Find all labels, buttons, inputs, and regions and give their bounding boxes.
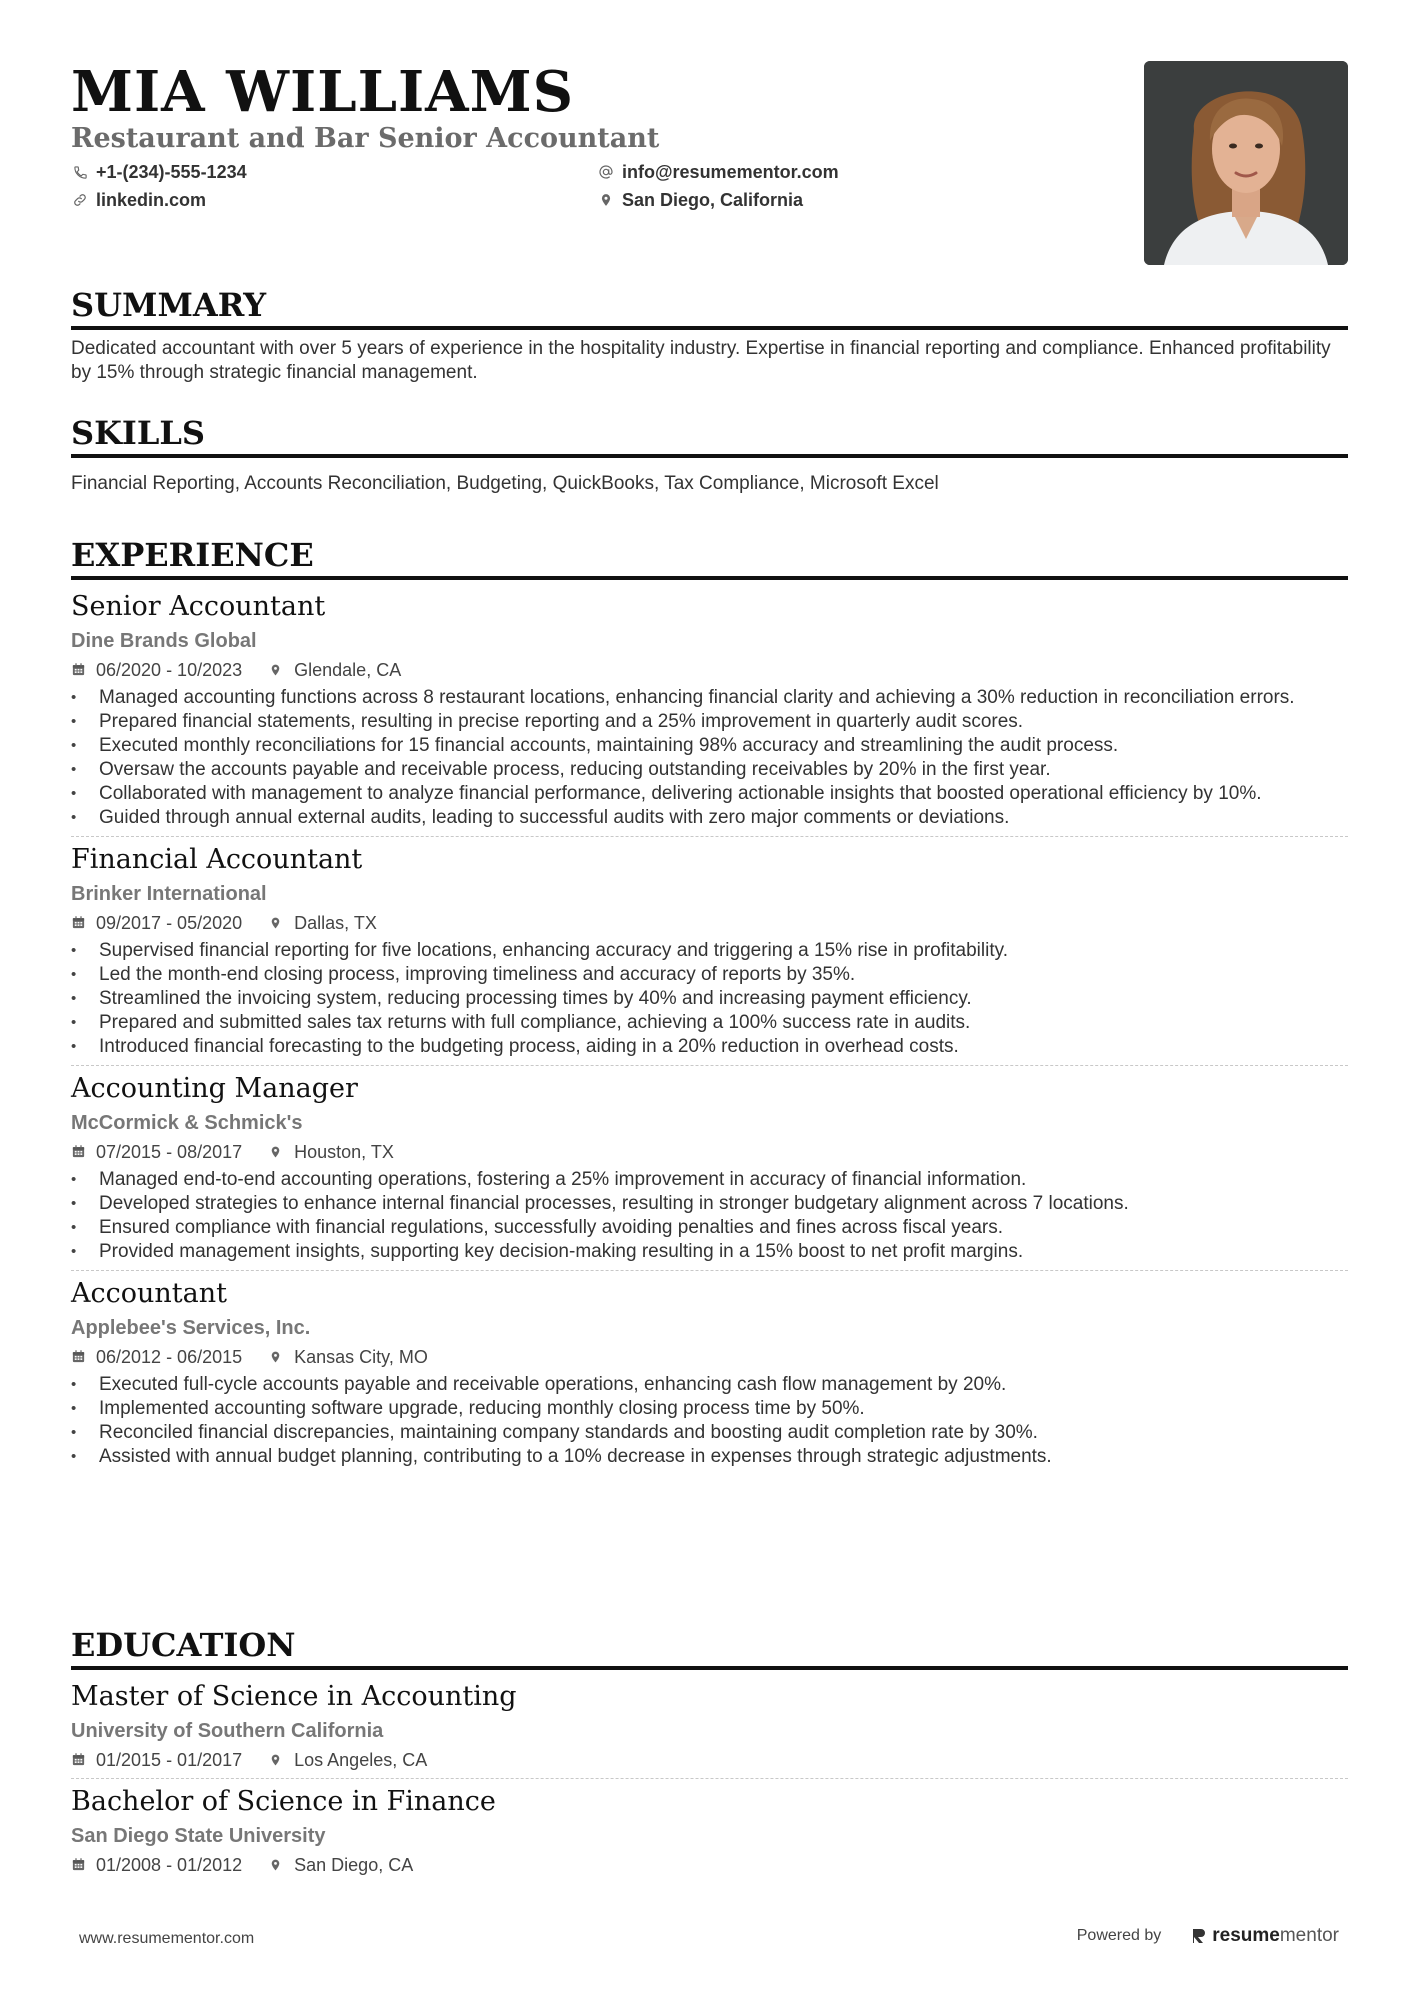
bullet-item: • Executed full-cycle accounts payable and receivable operations, enhancing cash flow management by 20%. [71,1373,1348,1397]
phone-icon [71,163,89,181]
skills-section [71,414,1348,496]
entry-location: Kansas City, MO [294,1347,428,1367]
entry-divider [71,1270,1348,1271]
entry-location: Los Angeles, CA [294,1750,428,1770]
entry-meta [71,1853,1348,1877]
job-title: Accounting Manager [71,1073,358,1104]
entry-location: Dallas, TX [294,913,377,933]
bullet-item: • Guided through annual external audits, leading to successful audits with zero major comments or deviations. [71,806,1348,830]
bullet-item: • Oversaw the accounts payable and receivable process, reducing outstanding receivables by 20% in the first year. [71,758,1348,782]
footer-branding [1077,1925,1339,1947]
job-bullets [71,939,1348,1059]
entry-dates: 09/2017 - 05/2020 [96,913,243,933]
job-title: Senior Accountant [71,591,326,622]
map-pin-icon [269,1857,285,1873]
bullet-item: • Developed strategies to enhance internal financial processes, resulting in stronger budgetary alignment across 7 locations. [71,1192,1348,1216]
entry-location: San Diego, CA [294,1855,414,1875]
at-icon [597,163,615,181]
contact-linkedin[interactable] [71,188,597,212]
job-entry [71,1072,1348,1271]
degree-title: Bachelor of Science in Finance [71,1786,496,1817]
bullet-item: • Introduced financial forecasting to the budgeting process, aiding in a 20% reduction in overhead costs. [71,1035,1348,1059]
school-name: San Diego State University [71,1825,326,1847]
map-pin-icon [597,191,615,209]
entry-dates: 06/2020 - 10/2023 [96,660,243,680]
entry-dates: 06/2012 - 06/2015 [96,1347,243,1367]
bullet-item: • Streamlined the invoicing system, reducing processing times by 40% and increasing payment efficiency. [71,987,1348,1011]
powered-by-label: Powered by [1076,1927,1162,1944]
contact-linkedin-text: linkedin.com [96,190,207,210]
brand-logo[interactable] [1191,1925,1339,1947]
entry-meta [71,1748,1348,1772]
entry-dates: 07/2015 - 08/2017 [96,1142,243,1162]
map-pin-icon [269,1752,285,1768]
calendar-icon [71,915,87,931]
calendar-icon [71,662,87,678]
job-entry [71,1277,1348,1469]
company-name: Dine Brands Global [71,630,257,652]
candidate-name: MIA WILLIAMS [71,59,575,125]
bullet-item: • Supervised financial reporting for five locations, enhancing accuracy and triggering a 15% rise in profitability. [71,939,1348,963]
entry-divider [71,836,1348,837]
resume-page [71,59,1348,1875]
calendar-icon [71,1144,87,1160]
bullet-item: • Prepared financial statements, resulting in precise reporting and a 25% improvement in quarterly audit scores. [71,710,1348,734]
map-pin-icon [269,915,285,931]
candidate-role: Restaurant and Bar Senior Accountant [71,123,660,154]
experience-title: EXPERIENCE [71,536,1348,580]
brand-mark-icon [1191,1927,1207,1945]
entry-divider [71,1065,1348,1066]
job-list [71,590,1348,1469]
job-bullets [71,686,1348,830]
job-bullets [71,1168,1348,1264]
contact-email-text: info@resumementor.com [622,162,839,182]
entry-location: Houston, TX [294,1142,394,1162]
calendar-icon [71,1857,87,1873]
bullet-item: • Prepared and submitted sales tax returns with full compliance, achieving a 100% success rate in audits. [71,1011,1348,1035]
entry-dates: 01/2015 - 01/2017 [96,1750,243,1770]
contact-location [597,188,997,212]
job-entry [71,843,1348,1066]
brand-part2: mentor [1279,1925,1339,1946]
map-pin-icon [269,1349,285,1365]
job-bullets [71,1373,1348,1469]
contact-location-text: San Diego, California [622,190,804,210]
brand-part1: resume [1212,1925,1280,1946]
education-entry [71,1680,1348,1779]
header [71,60,1348,240]
company-name: Applebee's Services, Inc. [71,1317,311,1339]
school-name: University of Southern California [71,1720,384,1742]
bullet-item: • Ensured compliance with financial regulations, successfully avoiding penalties and fines across fiscal years. [71,1216,1348,1240]
degree-title: Master of Science in Accounting [71,1681,517,1712]
link-icon [71,191,89,209]
profile-photo [1144,61,1348,265]
bullet-item: • Assisted with annual budget planning, contributing to a 10% decrease in expenses through strategic adjustments. [71,1445,1348,1469]
job-title: Financial Accountant [71,844,363,875]
education-list [71,1680,1348,1877]
company-name: Brinker International [71,883,267,905]
entry-divider [71,1778,1348,1779]
calendar-icon [71,1349,87,1365]
entry-meta [71,911,1348,935]
entry-meta [71,658,1348,682]
bullet-item: • Executed monthly reconciliations for 15 financial accounts, maintaining 98% accuracy and streamlining the audit process. [71,734,1348,758]
experience-section [71,536,1348,1469]
summary-block [71,286,1348,385]
bullet-item: • Reconciled financial discrepancies, maintaining company standards and boosting audit completion rate by 30%. [71,1421,1348,1445]
bullet-item: • Managed accounting functions across 8 restaurant locations, enhancing financial clarity and achieving a 30% reduction in reconciliation errors. [71,686,1348,710]
education-title: EDUCATION [71,1626,1348,1670]
contact-email[interactable] [597,160,997,184]
bullet-item: • Led the month-end closing process, improving timeliness and accuracy of reports by 35%. [71,963,1348,987]
skills-title: SKILLS [71,414,1348,458]
education-section [71,1626,1348,1877]
education-entry [71,1785,1348,1877]
entry-location: Glendale, CA [294,660,402,680]
contact-phone[interactable] [71,160,597,184]
entry-meta [71,1140,1348,1164]
bullet-item: • Collaborated with management to analyze financial performance, delivering actionable insights that boosted operational efficiency by 10%. [71,782,1348,806]
bullet-item: • Managed end-to-end accounting operations, fostering a 25% improvement in accuracy of financial information. [71,1168,1348,1192]
skills-text: Financial Reporting, Accounts Reconciliation, Budgeting, QuickBooks, Tax Compliance, Microsoft Excel [71,473,939,494]
entry-dates: 01/2008 - 01/2012 [96,1855,243,1875]
summary-title: SUMMARY [71,286,1348,330]
contact-phone-text: +1-(234)-555-1234 [96,162,247,182]
company-name: McCormick & Schmick's [71,1112,303,1134]
entry-meta [71,1345,1348,1369]
footer-website[interactable]: www.resumementor.com [79,1930,255,1947]
summary-text: Dedicated accountant with over 5 years of experience in the hospitality industry. Expertise in financial reporting and compliance. Enhanced profitability by 15% through strategic financial management. [71,338,1331,383]
bullet-item: • Provided management insights, supporting key decision-making resulting in a 15% boost to net profit margins. [71,1240,1348,1264]
bullet-item: • Implemented accounting software upgrade, reducing monthly closing process time by 50%. [71,1397,1348,1421]
job-entry [71,590,1348,837]
map-pin-icon [269,1144,285,1160]
calendar-icon [71,1752,87,1768]
job-title: Accountant [71,1278,227,1309]
map-pin-icon [269,662,285,678]
